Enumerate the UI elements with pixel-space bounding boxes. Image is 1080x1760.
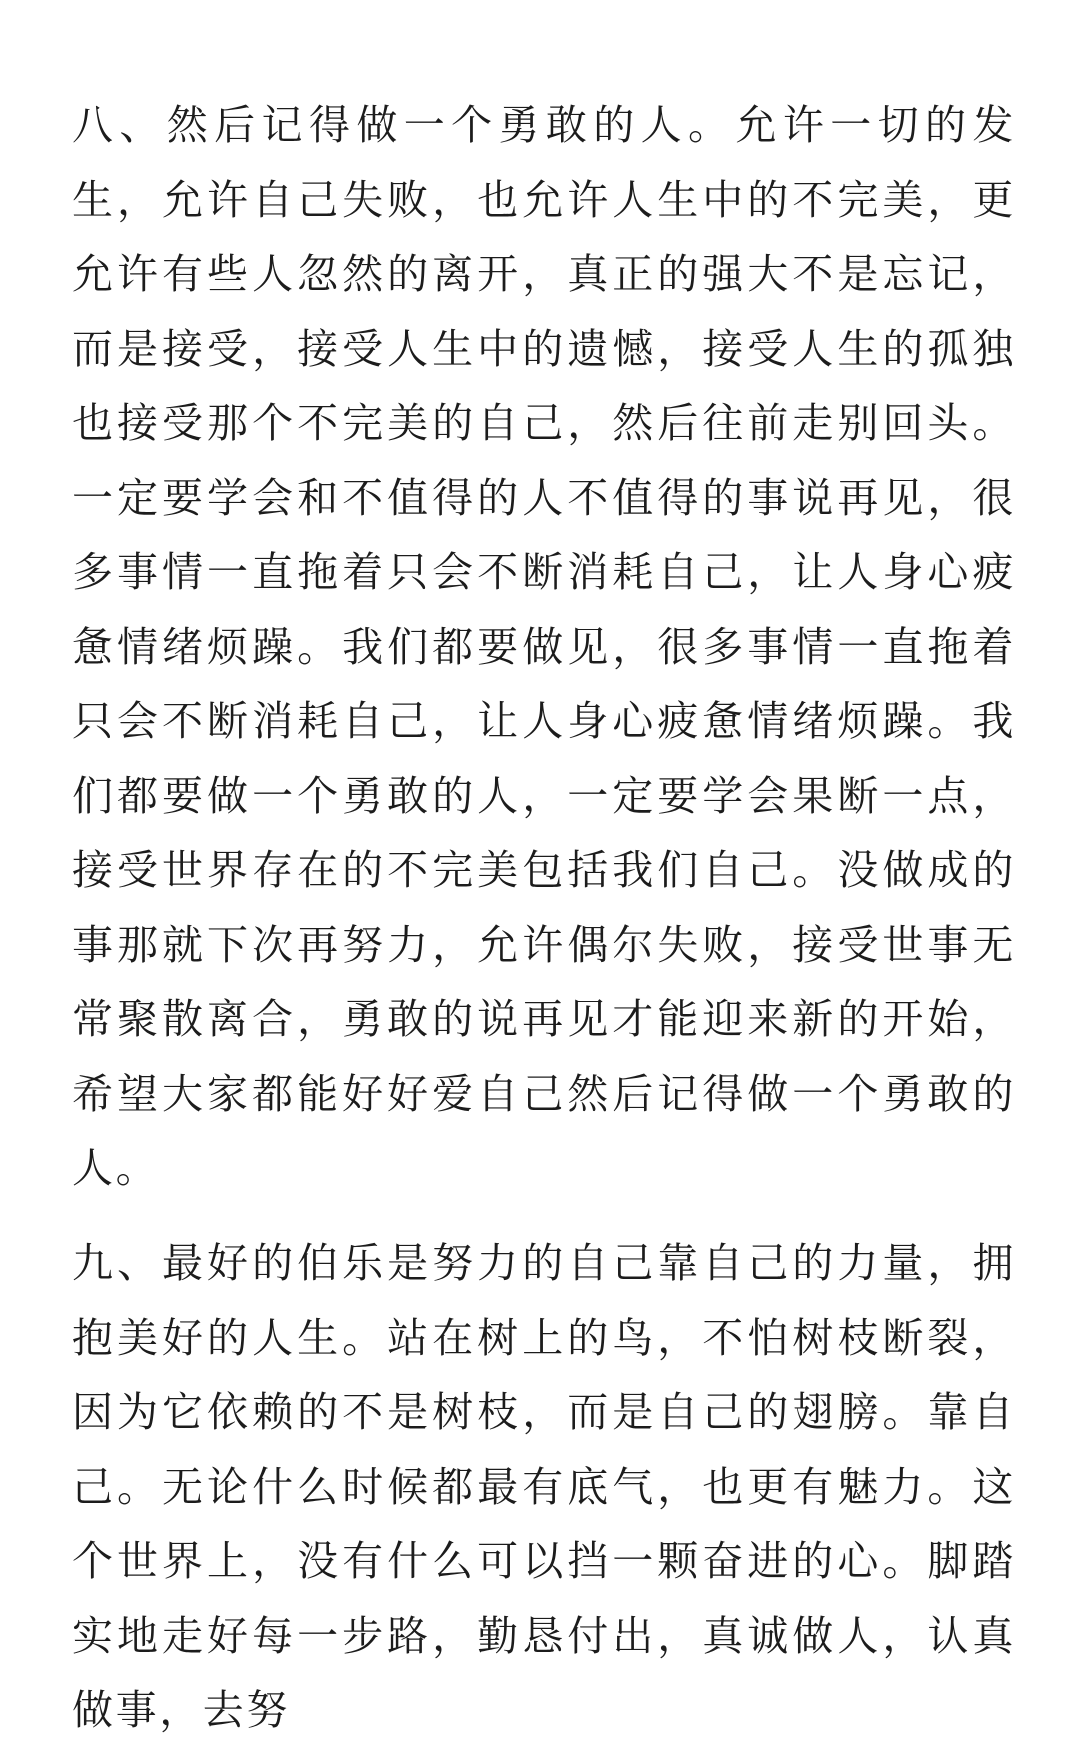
paragraph-section-8: 八、然后记得做一个勇敢的人。允许一切的发生，允许自己失败，也允许人生中的不完美，更允许有些人忽然的离开，真正的强大不是忘记，而是接受，接受人生中的遗憾，接受人生的孤独也接受那个不完美的自己，然后往前走别回头。一定要学会和不值得的人不值得的事说再见，很多事情一直拖着只会不断消耗自己，让人身心疲惫情绪烦躁。我们都要做见，很多事情一直拖着只会不断消耗自己，让人身心疲惫情绪烦躁。我们都要做一个勇敢的人，一定要学会果断一点，接受世界存在的不完美包括我们自己。没做成的事那就下次再努力，允许偶尔失败，接受世事无常聚散离合，勇敢的说再见才能迎来新的开始，希望大家都能好好爱自己然后记得做一个勇敢的人。 (72, 101, 1016, 1192)
paragraph-section-9: 九、最好的伯乐是努力的自己靠自己的力量，拥抱美好的人生。站在树上的鸟，不怕树枝断裂，因为它依赖的不是树枝，而是自己的翅膀。靠自己。无论什么时候都最有底气，也更有魅力。这个世界上，没有什么可以挡一颗奋进的心。脚踏实地走好每一步路，勤恳付出，真诚做人，认真做事，去努 (72, 1239, 1016, 1734)
